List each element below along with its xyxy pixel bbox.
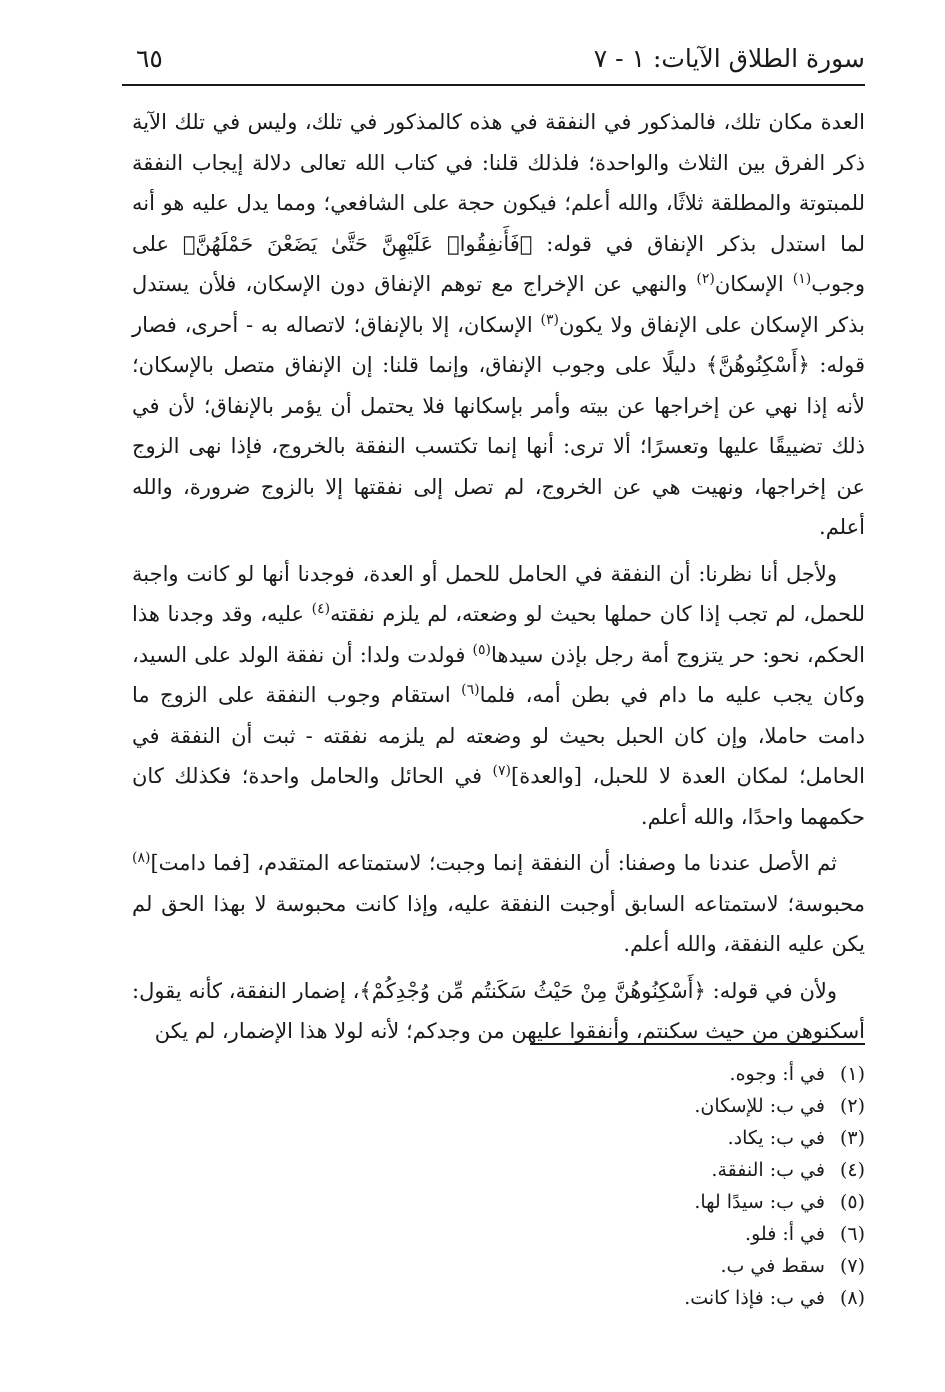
paragraph-1 <box>132 102 865 548</box>
footnote-8 <box>465 1282 865 1314</box>
text-run: ثم الأصل عندنا ما وصفنا: أن النفقة إنما وجبت؛ لاستمتاعه المتقدم، [فما دامت] <box>150 851 837 875</box>
footnote-6 <box>465 1218 865 1250</box>
footnote-number: (١) <box>839 1063 865 1085</box>
text-run: ولأجل أنا نظرنا: أن النفقة في الحامل للحمل أو العدة، فوجدنا أنها لو كانت واجبة للحمل، لم تجب إذا كان حملها بحيث لو وضعته، لم يلزم نفقته <box>132 561 865 626</box>
text-run: الإسكان، إلا بالإنفاق؛ لاتصاله به - أحرى، فصار قوله: <box>132 312 865 377</box>
footnotes-list <box>465 1058 865 1314</box>
text-run: العدة مكان تلك، فالمذكور في النفقة في هذه كالمذكور في تلك، وليس في تلك الآية ذكر الفرق بين الثلاث والواحدة؛ فلذلك قلنا: في كتاب الله تعالى دلالة إيجاب النفقة للمبتوتة والمطلقة ثلاثًا، والله أعلم؛ فيكون حجة على الشافعي؛ ومما يدل عليه هو أنه لما استدل بذكر الإنفاق في قوله: <box>132 110 866 256</box>
main-text <box>132 102 865 1058</box>
paragraph-3 <box>132 843 865 965</box>
paragraph-2 <box>132 554 865 838</box>
footnote-ref-3[interactable]: (٣) <box>540 311 559 328</box>
footnote-number: (٣) <box>839 1127 865 1149</box>
text-run: عليه، وقد وجدنا هذا الحكم، نحو: حر يتزوج أمة رجل بإذن سيدها <box>132 602 865 667</box>
footnote-5 <box>465 1186 865 1218</box>
quran-verse: ﴿فَأَنفِقُوا۟ عَلَيْهِنَّ حَتَّىٰ يَضَعْنَ حَمْلَهُنَّ﴾ <box>182 231 533 256</box>
footnote-number: (٧) <box>839 1255 865 1277</box>
footnote-ref-6[interactable]: (٦) <box>461 682 480 698</box>
footnote-text: في ب: سيدًا لها. <box>694 1191 825 1213</box>
footnote-number: (٦) <box>839 1223 865 1245</box>
paragraph-4 <box>132 971 865 1052</box>
footnote-text: في ب: للإسكان. <box>694 1095 825 1117</box>
footnote-4 <box>465 1154 865 1186</box>
running-header <box>122 40 865 86</box>
footnote-divider <box>530 1043 865 1045</box>
footnote-text: سقط في ب. <box>720 1255 825 1277</box>
footnote-number: (٥) <box>839 1191 865 1213</box>
footnote-number: (٤) <box>839 1159 865 1181</box>
footnote-7 <box>465 1250 865 1282</box>
footnote-1 <box>465 1058 865 1090</box>
header-title: سورة الطلاق الآيات: ١ - ٧ <box>593 44 865 73</box>
footnote-ref-2[interactable]: (٢) <box>696 271 715 287</box>
quran-verse: ﴿أَسْكِنُوهُنَّ مِنْ حَيْثُ سَكَنتُم مِّن وُجْدِكُمْ﴾ <box>359 978 706 1003</box>
footnote-3 <box>465 1122 865 1154</box>
footnote-ref-7[interactable]: (٧) <box>492 763 512 779</box>
footnote-text: في ب: يكاد. <box>727 1127 825 1149</box>
text-run: الإسكان <box>714 272 793 296</box>
text-run: فولدت ولدا: أن نفقة الولد على السيد، وكان يجب عليه ما دام في بطن أمه، فلما <box>132 642 865 707</box>
footnote-number: (٨) <box>839 1287 865 1309</box>
text-run: والنهي عن الإخراج مع توهم الإنفاق دون الإسكان، فلأن يستدل بذكر الإسكان على الإنفاق ولا يكون <box>132 272 865 337</box>
text-run: ولأن في قوله: <box>705 978 838 1003</box>
text-run: استقام وجوب النفقة على الزوج ما دامت حاملا، وإن كان الحبل بحيث لو وضعته لم يلزمه نفقته - ثبت أن النفقة في الحامل؛ لمكان العدة لا للحبل، [والعدة] <box>132 683 865 788</box>
text-run: على وجوب <box>132 231 866 296</box>
footnote-ref-8[interactable]: (٨) <box>132 850 151 866</box>
footnote-ref-5[interactable]: (٥) <box>472 641 491 658</box>
footnote-ref-1[interactable]: (١) <box>792 271 812 287</box>
footnote-ref-4[interactable]: (٤) <box>311 601 331 617</box>
footnote-text: في ب: النفقة. <box>711 1159 825 1181</box>
text-run: محبوسة؛ لاستمتاعه السابق أوجبت النفقة عليه، وإذا كانت محبوسة لا بهذا الحق لم يكن عليه النفقة، والله أعلم. <box>132 891 865 956</box>
footnote-text: في أ: فلو. <box>745 1223 825 1245</box>
page-number: ٦٥ <box>136 44 163 73</box>
footnote-text: في أ: وجوه. <box>729 1063 825 1085</box>
text-run: ، إضمار النفقة، كأنه يقول: أسكنوهن من حيث سكنتم، وأنفقوا عليهن من وجدكم؛ لأنه لولا هذا الإضمار، لم يكن <box>132 978 865 1043</box>
footnote-number: (٢) <box>839 1095 865 1117</box>
footnote-2 <box>465 1090 865 1122</box>
text-run: في الحائل والحامل واحدة؛ فكذلك كان حكمهما واحدًا، والله أعلم. <box>132 764 865 829</box>
text-run: دليلًا على وجوب الإنفاق، وإنما قلنا: إن الإنفاق متصل بالإسكان؛ لأنه إذا نهي عن إخراجها عن بيته وأمر بإسكانها فلا يحتمل أن يؤمر بالإنفاق؛ لأن في ذلك تضييقًا عليها وتعسرًا؛ ألا ترى: أنها إنما تكتسب النفقة بالخروج، فإذا نهى الزوج عن إخراجها، ونهيت هي عن الخروج، لم تصل إلى نفقتها إلا بالزوج ضرورة، والله أعلم. <box>132 353 865 539</box>
quran-verse: ﴿أَسْكِنُوهُنَّ﴾ <box>705 353 810 377</box>
footnote-text: في ب: فإذا كانت. <box>684 1287 825 1309</box>
